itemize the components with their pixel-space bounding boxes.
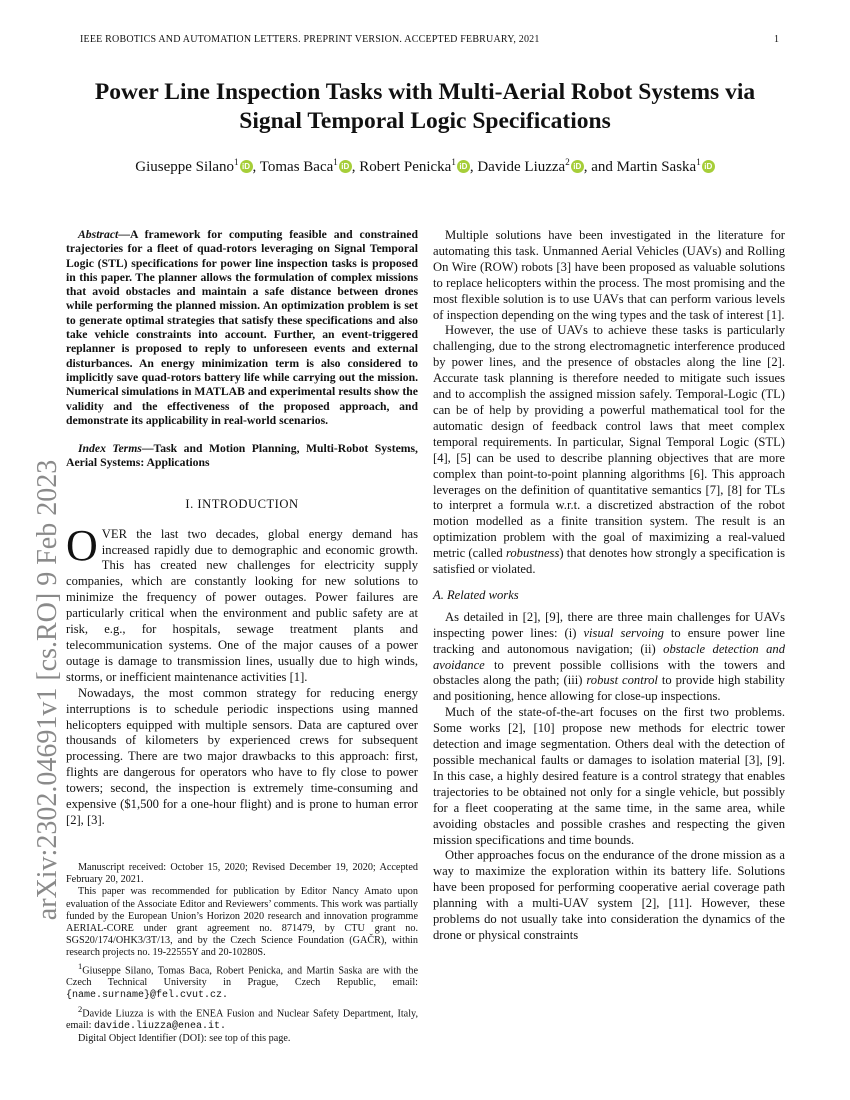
footnote-doi: Digital Object Identifier (DOI): see top of this page. [78, 1033, 291, 1045]
emphasis-text: robustness [505, 546, 560, 561]
footnote-affiliation-2 [66, 1003, 418, 1034]
email-link[interactable]: {name.surname}@fel.cvut.cz. [66, 990, 229, 1002]
author-affiliation: 1 [333, 157, 338, 167]
title-line-2: Signal Temporal Logic Specifications [239, 108, 611, 134]
orcid-icon[interactable]: iD [702, 160, 715, 173]
title-line-1: Power Line Inspection Tasks with Multi-Aerial Robot Systems via [94, 79, 756, 105]
author-affiliation: 1 [696, 157, 701, 167]
paragraph-text: ) that denotes how strongly a specification is satisfied or violated. [433, 546, 785, 577]
author-name: Robert Penicka [359, 159, 452, 175]
orcid-icon[interactable]: iD [457, 160, 470, 173]
section-heading-introduction: I. INTRODUCTION [185, 496, 299, 511]
footnote-text: Giuseppe Silano, Tomas Baca, Robert Penicka, and Martin Saska are with the Czech Technical University in Prague, Czech Republic, email: [66, 965, 418, 989]
index-terms-text: —Task and Motion Planning, Multi-Robot Systems, Aerial Systems: Applications [66, 442, 418, 470]
orcid-icon[interactable]: iD [240, 160, 253, 173]
right-paragraph-4: Much of the state-of-the-art focuses on the first two problems. Some works [2], [10] propose new methods for electric tower detection and image segmentation. Others deal with the detection of possible mechanical faults or damages to isolation material [3], [9]. In this case, a highly desired feature is a control strategy that enables trajectories to be obtained not only for a single vehicle, but possibly for a fleet cooperating at the same time, in the same area, while avoiding obstacles and possible crashes and respecting the given mission specifications and time bounds. [433, 705, 785, 847]
running-header: IEEE ROBOTICS AND AUTOMATION LETTERS. PREPRINT VERSION. ACCEPTED FEBRUARY, 2021 [80, 34, 540, 45]
author-list [70, 152, 780, 177]
left-column [66, 228, 418, 829]
abstract-label: Abstract [78, 228, 119, 241]
author-name: Davide Liuzza [477, 159, 566, 175]
paragraph-text: to ensure power line tracking and autonomous navigation; (ii) [433, 625, 785, 656]
intro-paragraph-1-text: VER the last two decades, global energy demand has increased rapidly due to demographic and economic growth. This has created new challenges for electricity supply companies, which are constantly looking for new solutions to minimize the frequency of power outages. Power failures are particularly critical when the environment and public safety are at risk, e.g., for hospitals, sewage treatment plants and telecommunication systems. One of the major causes of a power outage is damage to transmission lines, usually due to high winds, storms, or inefficient maintenance activities [1]. [66, 526, 418, 684]
paragraph-text: As detailed in [2], [9], there are three main challenges for UAVs inspecting power lines: (i) [433, 609, 785, 640]
right-paragraph-2 [433, 323, 785, 578]
author-name: Martin Saska [616, 159, 697, 175]
right-column [433, 228, 785, 944]
footnote-funding: This paper was recommended for publication by Editor Nancy Amato upon evaluation of the Associate Editor and Reviewers’ comments. This work was partially funded by the European Union’s Horizon 2020 research and innovation programme AERIAL-CORE under grant agreement no. 871479, by CTU grant no. SGS20/174/OHK3/3T/13, and by the Czech Science Foundation (GAČR), within research projects no. 19-22555Y and 20-10280S. [66, 886, 418, 959]
abstract [66, 228, 418, 428]
subsection-heading-related-works: A. Related works [433, 587, 519, 602]
right-paragraph-1: Multiple solutions have been investigated in the literature for automating this task. Unmanned Aerial Vehicles (UAVs) and Rolling On Wire (ROW) robots [3] have been proposed as valuable solutions to replace helicopters within the process. The most promising and the most flexible solution is to use UAVs that can perform various levels of inspection depending on the wing types and the task of interest [1]. [433, 228, 785, 322]
emphasis-text: robust control [586, 673, 658, 688]
arxiv-stamp: arXiv:2302.04691v1 [cs.RO] 9 Feb 2023 [32, 459, 63, 921]
right-paragraph-3 [433, 610, 785, 705]
author-affiliation: 1 [451, 157, 456, 167]
orcid-icon[interactable]: iD [571, 160, 584, 173]
paragraph-text: to provide high stability and positioning, hence allowing for close-up inspections. [433, 673, 785, 704]
footnotes [66, 862, 418, 1046]
intro-paragraph-1 [66, 520, 418, 686]
index-terms-label: Index Terms [78, 442, 142, 456]
author-separator: , and [583, 159, 617, 175]
author-affiliation: 2 [565, 157, 570, 167]
author-name: Giuseppe Silano [135, 159, 235, 175]
author-name: Tomas Baca [259, 159, 334, 175]
orcid-icon[interactable]: iD [339, 160, 352, 173]
emphasis-text: visual servoing [583, 625, 664, 640]
paragraph-text: to prevent possible collisions with the towers and obstacles along the path; (iii) [433, 657, 785, 688]
footnote-marker: 2 [78, 1003, 83, 1014]
paragraph-text: However, the use of UAVs to achieve these tasks is particularly challenging, due to the strong electromagnetic interference produced by power lines, and the presence of obstacles along the line [2]. Accurate task planning is therefore needed to mitigate such issues and to accomplish the assigned mission safely. Temporal-Logic (TL) can be of help by providing a powerful mathematical tool for the automatic design of feedback control laws that meet complex temporal requirements. In particular, Signal Temporal Logic (STL) [4], [5] can be used to describe planning objectives that are more complex than point-to-point planning algorithms [6]. This approach leverages on the definition of quantitative semantics [7], [8] for TLs to interpret a formula w.r.t. a discretized abstraction of the robot motion modelled as a finite transition system. The result is an optimization problem with the goal of maximizing a real-valued metric (called [433, 323, 785, 561]
footnote-text: Davide Liuzza is with the ENEA Fusion and Nuclear Safety Department, Italy, email: [66, 1008, 418, 1032]
email-link[interactable]: davide.liuzza@enea.it. [94, 1021, 227, 1033]
author-separator: , [469, 159, 478, 175]
emphasis-text: obstacle detection and avoidance [433, 641, 785, 672]
author-affiliation: 1 [234, 157, 239, 167]
author-separator: , [252, 159, 260, 175]
intro-paragraph-2: Nowadays, the most common strategy for reducing energy interruptions is to schedule periodic inspections using manned helicopters equipped with multiple sensors. Data are captured over thousands of kilometers by experienced crews for subsequent processing. There are two major drawbacks to this approach: first, flights are dangerous for operators who have to fly close to power towers; second, the inspection is extremely time-consuming and expensive ($1,500 for a one-hour flight) and is prone to human error [2], [3]. [66, 685, 418, 827]
index-terms [66, 442, 418, 471]
drop-cap: O [66, 520, 98, 570]
abstract-text: —A framework for computing feasible and constrained trajectories for a fleet of quad-rotors leveraging on Signal Temporal Logic (STL) specifications for power line inspection tasks is proposed in this paper. The planner allows the formulation of complex missions that avoid obstacles and maintain a safe distance between drones while performing the planned mission. An optimization problem is set to generate optimal strategies that satisfy these specifications and also take vehicle constraints into account. Further, an event-triggered replanner is proposed to reply to unforeseen events and external disturbances. An energy minimization term is also considered to implicitly save quad-rotors battery life while carrying out the mission. Numerical simulations in MATLAB and experimental results show the validity and the effectiveness of the proposed approach, and demonstrate its applicability in real-world scenarios. [66, 228, 418, 427]
page-number: 1 [774, 34, 779, 45]
footnote-marker: 1 [78, 960, 83, 971]
right-paragraph-5: Other approaches focus on the endurance of the drone mission as a way to maximize the exploration within its battery life. Solutions have been proposed for performing cooperative aerial coverage path planning with a multi-UAV system [2], [11]. However, these problems do not usually take into consideration the dynamics of the drone or physical constraints [433, 848, 785, 942]
author-separator: , [351, 159, 360, 175]
footnote-affiliation-1 [66, 960, 418, 1003]
paper-title [70, 78, 780, 136]
footnote-manuscript: Manuscript received: October 15, 2020; Revised December 19, 2020; Accepted February 20, 2021. [66, 862, 418, 886]
